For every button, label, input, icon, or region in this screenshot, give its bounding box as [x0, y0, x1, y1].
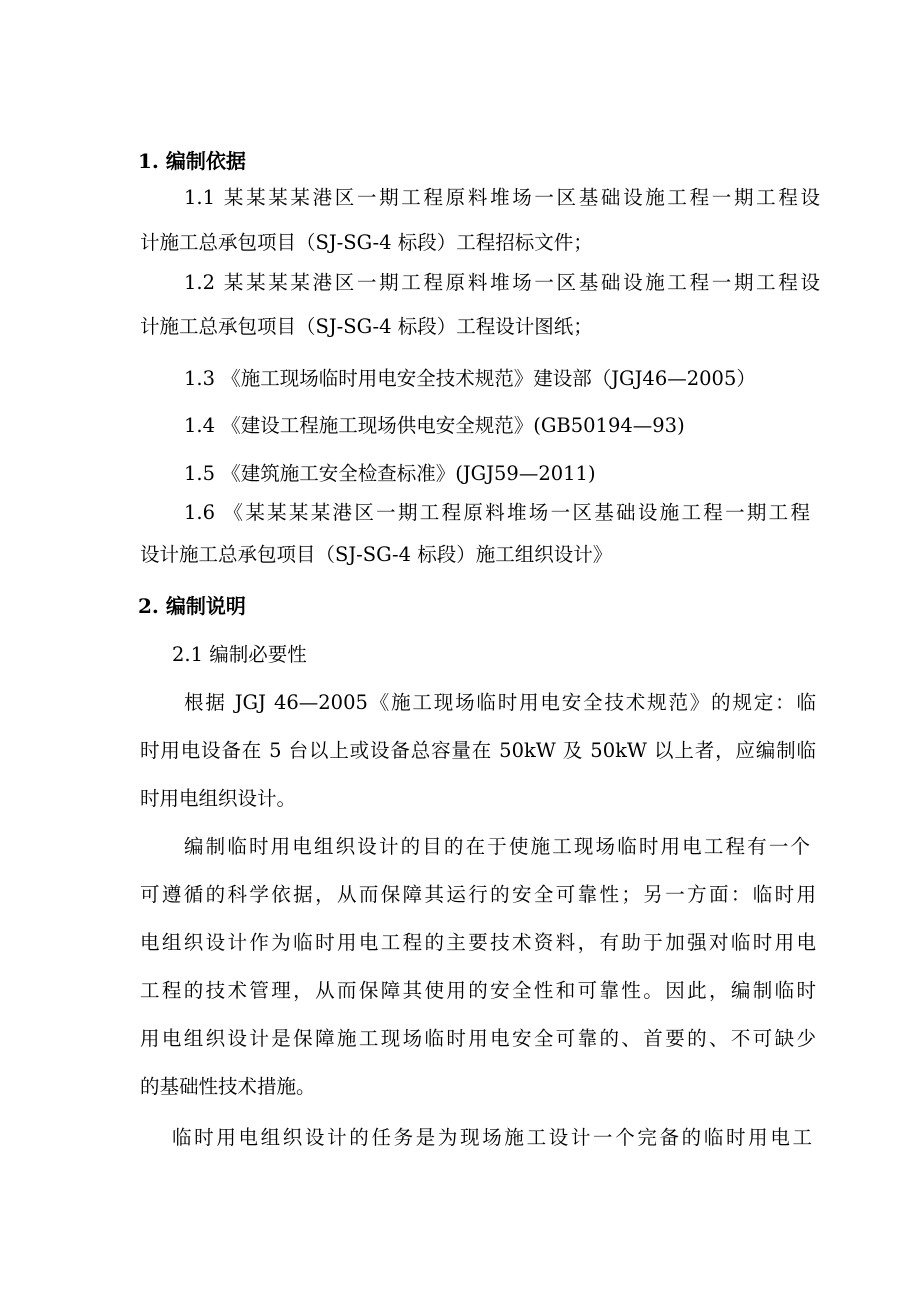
para-2-line5: 用电组织设计是保障施工现场临时用电安全可靠的、首要的、不可缺少	[140, 1027, 816, 1050]
para-2-line4: 工程的技术管理，从而保障其使用的安全性和可靠性。因此，编制临时	[140, 979, 816, 1002]
item-1-1-line1-wrap	[0, 185, 920, 211]
para-2-line1: 编制临时用电组织设计的目的在于使施工现场临时用电工程有一个	[184, 835, 810, 858]
para-3-line1-wrap	[0, 1125, 920, 1151]
para-2-line2: 可遵循的科学依据，从而保障其运行的安全可靠性；另一方面：临时用	[140, 883, 816, 906]
para-2-line3-wrap	[0, 930, 920, 956]
para-3-line1: 临时用电组织设计的任务是为现场施工设计一个完备的临时用电工	[172, 1126, 812, 1149]
item-1-1-line1: 1.1 某某某某港区一期工程原料堆场一区基础设施工程一期工程设	[184, 186, 820, 209]
para-2-line2-wrap	[0, 882, 920, 908]
para-2-line6: 的基础性技术措施。	[140, 1075, 316, 1098]
item-1-2-line2: 计施工总承包项目（SJ-SG-4 标段）工程设计图纸；	[140, 315, 593, 338]
item-1-5: 1.5 《建筑施工安全检查标准》(JGJ59—2011)	[184, 462, 596, 485]
para-2-line5-wrap	[0, 1026, 920, 1052]
section-1-heading: 1. 编制依据	[138, 149, 246, 173]
item-1-6-line1-wrap	[0, 500, 920, 526]
para-1-line2-wrap	[0, 738, 920, 764]
item-1-3: 1.3 《施工现场临时用电安全技术规范》建设部（JGJ46—2005）	[184, 367, 756, 390]
para-2-line4-wrap	[0, 978, 920, 1004]
item-1-4: 1.4 《建设工程施工现场供电安全规范》(GB50194—93)	[184, 414, 685, 437]
para-2-line1-wrap	[0, 834, 920, 860]
section-2-heading: 2. 编制说明	[138, 594, 246, 618]
para-2-line3: 电组织设计作为临时用电工程的主要技术资料，有助于加强对临时用电	[140, 931, 816, 954]
para-1-line2: 时用电设备在 5 台以上或设备总容量在 50kW 及 50kW 以上者，应编制临	[140, 739, 816, 762]
item-1-6-line2: 设计施工总承包项目（SJ-SG-4 标段）施工组织设计》	[140, 543, 613, 566]
para-1-line3: 时用电组织设计。	[140, 787, 297, 810]
item-1-2-line1: 1.2 某某某某港区一期工程原料堆场一区基础设施工程一期工程设	[184, 271, 820, 294]
item-1-1-line2: 计施工总承包项目（SJ-SG-4 标段）工程招标文件；	[140, 231, 593, 254]
item-1-6-line1: 1.6 《某某某某港区一期工程原料堆场一区基础设施工程一期工程	[184, 501, 810, 524]
para-1-line1-wrap	[0, 690, 920, 716]
para-1-line1: 根据 JGJ 46—2005《施工现场临时用电安全技术规范》的规定：临	[184, 691, 816, 714]
item-1-2-line1-wrap	[0, 270, 920, 296]
subsection-2-1-heading: 2.1 编制必要性	[172, 643, 307, 666]
